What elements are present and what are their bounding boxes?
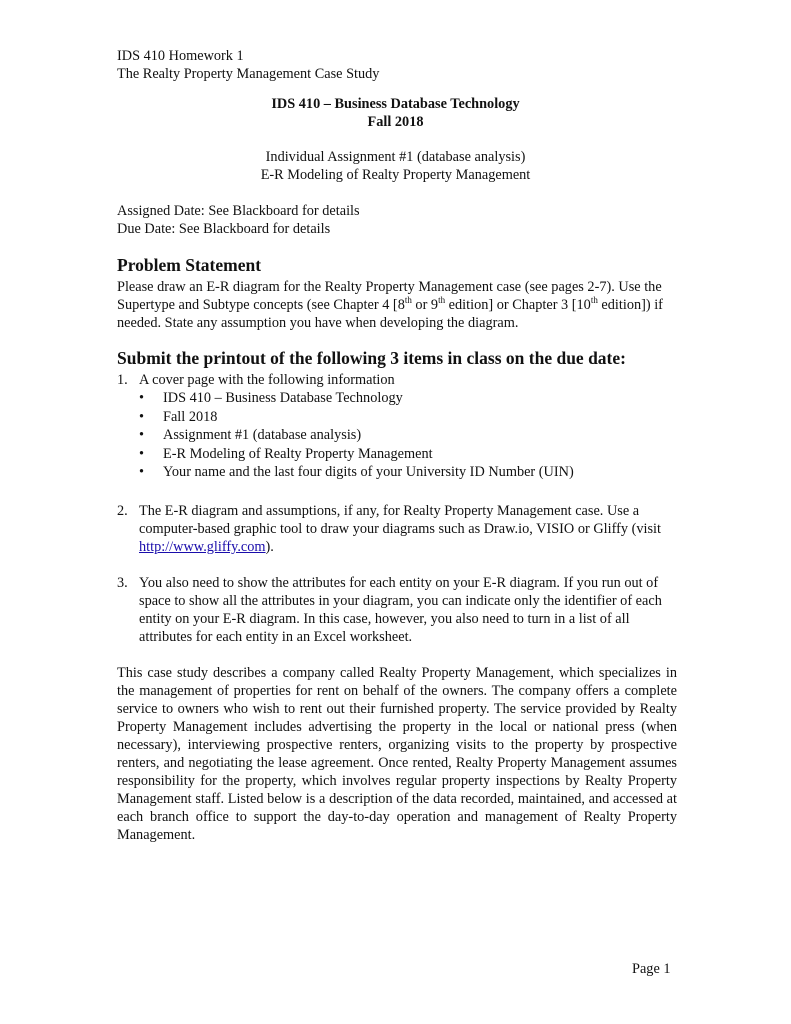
problem-statement-heading: Problem Statement	[117, 255, 262, 275]
item-number: 3.	[117, 575, 128, 591]
bullet-item: • Fall 2018	[139, 408, 218, 425]
item-text: A cover page with the following information	[139, 372, 395, 388]
bullet-icon: •	[139, 408, 145, 425]
header-line-2: The Realty Property Management Case Study	[117, 66, 380, 82]
gliffy-link[interactable]: http://www.gliffy.com	[139, 539, 266, 555]
bullet-item: • Your name and the last four digits of your University ID Number (UIN)	[139, 464, 574, 481]
assigned-date: Assigned Date: See Blackboard for details	[117, 203, 360, 219]
bullet-icon: •	[139, 427, 145, 444]
item-text: You also need to show the attributes for each entity on your E-R diagram. If you run out of space to show all the attributes in your diagram, you can indicate only the identifier of each entity on your E-R diagram. In this case, however, you also need to turn in a list of all attributes for each entity in an Excel worksheet.	[139, 575, 662, 645]
cover-page-bullet-list	[139, 389, 574, 482]
case-description-paragraph: This case study describes a company called Realty Property Management, which specializes in the management of properties for rent on behalf of the owners. The company offers a complete service to owners who wish to rent out their furnished property. The service provided by Realty Property Management includes advertising the property in the local or national press (when necessary), interviewing prospective renters, organizing visits to the property by prospective renters, and negotiating the lease agreement. Once rented, Realty Property Management assumes responsibility for the property, which involves regular property inspections by Realty Property Management staff. Listed below is a description of the data recorded, maintained, and accessed at each branch office to support the day-to-day operation and management of Realty Property Management.	[117, 665, 677, 843]
bullet-icon: •	[139, 445, 145, 462]
item-number: 2.	[117, 503, 128, 519]
bullet-item: • IDS 410 – Business Database Technology	[139, 390, 403, 406]
page-number: Page 1	[632, 961, 671, 977]
assignment-title: Individual Assignment #1 (database analysis)	[265, 149, 526, 165]
header-line-1: IDS 410 Homework 1	[117, 48, 244, 64]
bullet-item: • Assignment #1 (database analysis)	[139, 427, 362, 444]
course-term: Fall 2018	[367, 114, 424, 130]
item-number: 1.	[117, 372, 128, 388]
bullet-icon: •	[139, 464, 145, 481]
problem-statement-text: Please draw an E-R diagram for the Realty Property Management case (see pages 2-7). Use the Supertype and Subtype concepts (see Chapter 4 [8th or 9th edition] or Chapter 3 [10th edition]) if needed. State any assumption you have when developing the diagram.	[117, 279, 663, 331]
course-title: IDS 410 – Business Database Technology	[271, 96, 520, 112]
due-date: Due Date: See Blackboard for details	[117, 221, 331, 237]
item-text: The E-R diagram and assumptions, if any, for Realty Property Management case. Use a computer-based graphic tool to draw your diagrams such as Draw.io, VISIO or Gliffy (visit http://www.gliffy.com).	[139, 503, 661, 555]
submit-heading: Submit the printout of the following 3 items in class on the due date:	[117, 348, 626, 368]
bullet-item: • E-R Modeling of Realty Property Management	[139, 445, 433, 462]
bullet-icon: •	[139, 390, 145, 406]
assignment-subject: E-R Modeling of Realty Property Management	[260, 167, 531, 183]
